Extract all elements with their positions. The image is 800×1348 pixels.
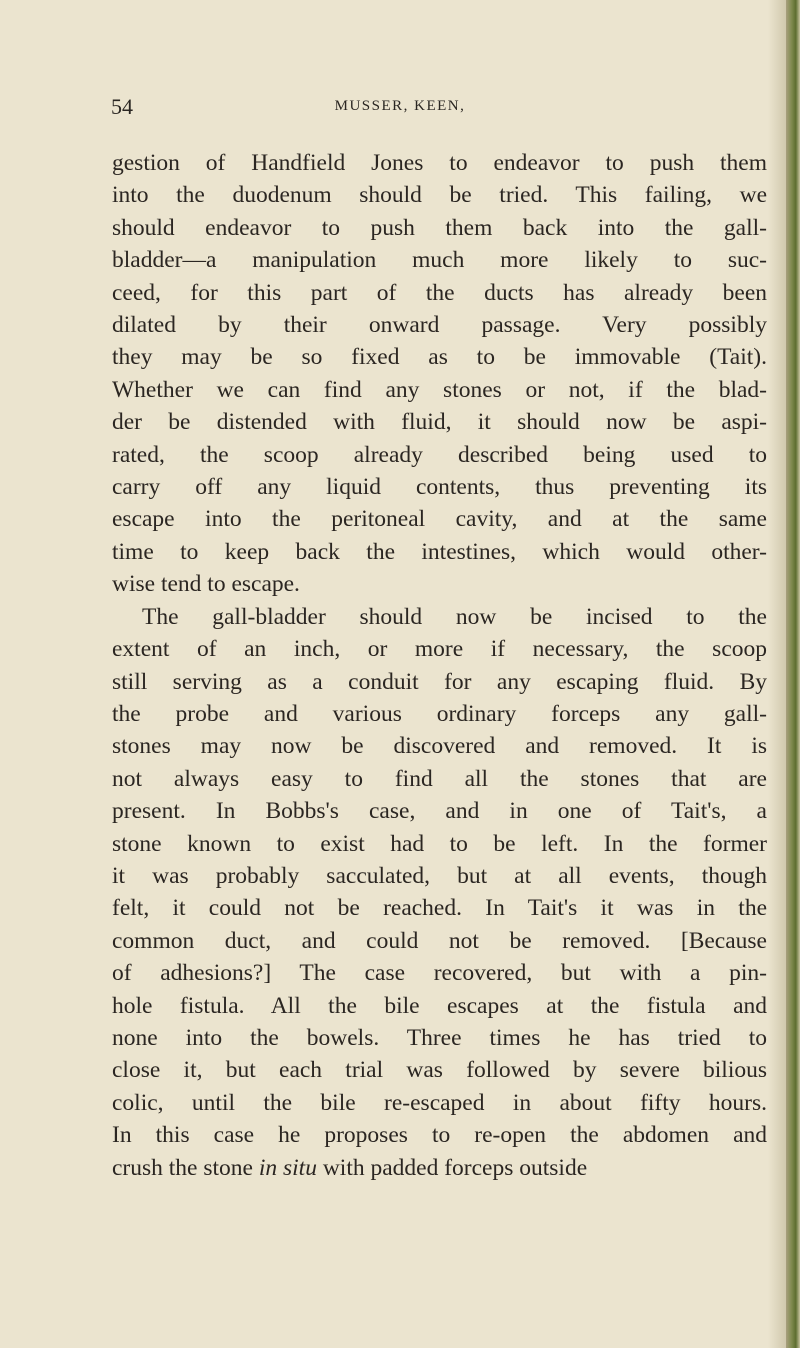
body-text: [112, 147, 767, 1184]
text-line: colic, until the bile re-escaped in about fifty hours.: [112, 1089, 767, 1116]
running-head: MUSSER, KEEN,: [334, 98, 466, 114]
text-line: hole fistula. All the bile escapes at the fistula and: [112, 992, 767, 1019]
text-fragment: crush the stone: [112, 1154, 259, 1181]
text-line: none into the bowels. Three times he has tried to: [112, 1024, 767, 1051]
text-line: close it, but each trial was followed by severe bilious: [112, 1057, 767, 1084]
text-line: time to keep back the intestines, which would other-: [112, 538, 767, 565]
text-line: The gall-bladder should now be incised to the: [142, 603, 767, 630]
text-line: bladder—a manipulation much more likely to suc-: [112, 247, 767, 274]
text-line: der be distended with fluid, it should now be aspi-: [112, 409, 767, 436]
binding-edge: [786, 0, 800, 1348]
text-line: should endeavor to push them back into the gall-: [112, 214, 767, 241]
text-line: they may be so fixed as to be immovable (Tait).: [112, 344, 767, 371]
text-line: rated, the scoop already described being used to: [112, 441, 767, 468]
text-line: Whether we can find any stones or not, if the blad-: [112, 376, 767, 403]
text-line: dilated by their onward passage. Very possibly: [112, 312, 767, 339]
text-line: stones may now be discovered and removed. It is: [112, 733, 767, 760]
text-line: carry off any liquid contents, thus preventing its: [112, 474, 767, 501]
text-line: present. In Bobbs's case, and in one of Tait's, a: [112, 798, 767, 825]
italic-phrase: in situ: [258, 1154, 317, 1181]
text-line: into the duodenum should be tried. This failing, we: [112, 182, 767, 209]
text-line: not always easy to find all the stones that are: [112, 765, 767, 792]
text-line: it was probably sacculated, but at all events, though: [112, 862, 767, 889]
text-line-last: [112, 1152, 767, 1184]
text-line: ceed, for this part of the ducts has already been: [112, 279, 767, 306]
text-line: escape into the peritoneal cavity, and at the same: [112, 506, 767, 533]
page-number: 54: [111, 94, 133, 119]
text-line: In this case he proposes to re-open the abdomen and: [112, 1122, 767, 1149]
text-line: gestion of Handfield Jones to endeavor to push them: [112, 150, 767, 176]
text-line: the probe and various ordinary forceps any gall-: [112, 700, 767, 727]
text-line: wise tend to escape.: [112, 571, 300, 598]
text-line: felt, it could not be reached. In Tait's it was in the: [112, 895, 767, 922]
text-line: extent of an inch, or more if necessary, the scoop: [112, 636, 767, 663]
text-line: common duct, and could not be removed. [Because: [112, 927, 767, 954]
text-line: of adhesions?] The case recovered, but with a pin-: [112, 960, 767, 987]
text-line: still serving as a conduit for any escaping fluid. By: [112, 668, 767, 695]
text-fragment: with padded forceps outside: [316, 1154, 588, 1181]
binding-shadow: [768, 0, 786, 1348]
text-line: stone known to exist had to be left. In the former: [112, 830, 767, 857]
